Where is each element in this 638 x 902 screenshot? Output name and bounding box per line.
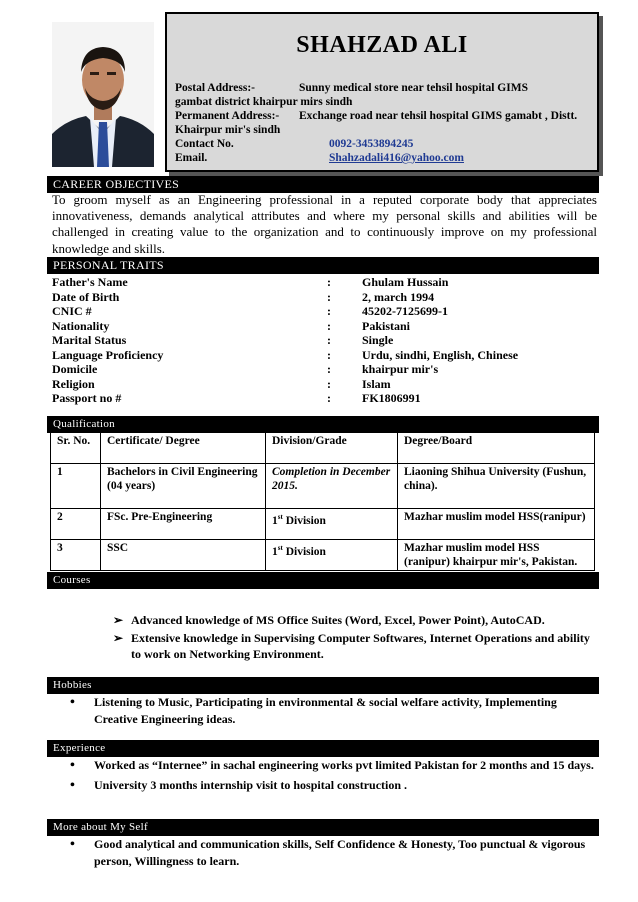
candidate-name: SHAHZAD ALI xyxy=(296,32,468,58)
trait-separator: : xyxy=(327,289,331,304)
sr-cell: 1 xyxy=(51,464,101,509)
trait-label: Nationality xyxy=(52,318,110,333)
trait-value: FK1806991 xyxy=(362,391,421,405)
table-row xyxy=(51,540,595,571)
trait-separator: : xyxy=(327,304,331,318)
experience-text: University 3 months internship visit to hospital construction . xyxy=(94,778,408,792)
trait-value: Ghulam Hussain xyxy=(362,275,449,289)
trait-row xyxy=(52,275,597,290)
qualification-heading: Qualification xyxy=(47,416,599,433)
postal-address-value: Sunny medical store near tehsil hospital GIMS xyxy=(299,82,528,94)
about-text: Good analytical and communication skills, Self Confidence & Honesty, Too punctual & vigorous person, Willingness to learn. xyxy=(94,837,586,868)
permanent-address-line-2: Khairpur mir's sindh xyxy=(175,124,281,136)
table-row xyxy=(51,509,595,540)
column-header: Division/Grade xyxy=(266,433,398,464)
trait-separator: : xyxy=(327,318,331,333)
arrow-bullet-icon: ➢ xyxy=(113,613,124,627)
division-suffix: st xyxy=(277,544,283,552)
trait-value: Pakistani xyxy=(362,318,411,333)
trait-value: Urdu, sindhi, English, Chinese xyxy=(362,347,519,362)
contact-number: 0092-3453894245 xyxy=(329,138,414,150)
list-item xyxy=(70,694,600,728)
division-suffix: st xyxy=(277,513,283,521)
division-text: Division xyxy=(282,545,326,558)
trait-value: Islam xyxy=(362,376,391,391)
sr-cell: 2 xyxy=(51,509,101,540)
certificate-cell: Bachelors in Civil Engineering (04 years) xyxy=(101,464,266,509)
trait-row xyxy=(52,391,597,406)
dot-bullet-icon: • xyxy=(70,778,75,793)
division-cell: Completion in December 2015. xyxy=(266,464,398,509)
trait-row xyxy=(52,304,597,319)
trait-row xyxy=(52,290,597,305)
trait-separator: : xyxy=(327,391,331,405)
division-cell xyxy=(266,540,398,571)
trait-row xyxy=(52,319,597,334)
certificate-cell: SSC xyxy=(101,540,266,571)
trait-value: 45202-7125699-1 xyxy=(362,304,448,318)
profile-photo xyxy=(52,22,154,167)
column-header: Sr. No. xyxy=(51,433,101,464)
dot-bullet-icon: • xyxy=(70,837,75,852)
contact-line xyxy=(175,138,414,150)
postal-address-line xyxy=(175,82,528,94)
trait-value: khairpur mir's xyxy=(362,362,439,376)
qualification-table xyxy=(50,432,595,571)
trait-label: Domicile xyxy=(52,362,98,376)
division-text: Division xyxy=(282,514,326,527)
trait-label: CNIC # xyxy=(52,304,92,318)
course-text: Advanced knowledge of MS Office Suites (Word, Excel, Power Point), AutoCAD. xyxy=(131,613,545,627)
hobbies-heading: Hobbies xyxy=(47,677,599,694)
trait-label: Father's Name xyxy=(52,275,128,289)
table-header-row xyxy=(51,433,595,464)
email-line xyxy=(175,152,464,164)
hobbies-list xyxy=(70,694,600,731)
trait-label: Passport no # xyxy=(52,391,122,405)
trait-label: Marital Status xyxy=(52,333,127,347)
trait-label: Date of Birth xyxy=(52,289,120,304)
division-number: 1 xyxy=(272,514,278,527)
postal-address-line-2: gambat district khairpur mirs sindh xyxy=(175,96,353,108)
arrow-bullet-icon: ➢ xyxy=(113,631,124,645)
email-label: Email. xyxy=(175,152,208,164)
trait-row xyxy=(52,377,597,392)
portrait-illustration xyxy=(52,22,154,167)
column-header: Degree/Board xyxy=(398,433,595,464)
career-objectives-heading: CAREER OBJECTIVES xyxy=(47,176,599,193)
trait-row xyxy=(52,333,597,348)
email-link[interactable]: Shahzadali416@yahoo.com xyxy=(329,152,464,164)
list-item xyxy=(70,757,600,774)
trait-value: Single xyxy=(362,333,394,347)
permanent-address-value: Exchange road near tehsil hospital GIMS gamabt , Distt. xyxy=(299,110,578,122)
board-cell: Liaoning Shihua University (Fushun, china). xyxy=(398,464,595,509)
experience-list xyxy=(70,757,600,797)
column-header: Certificate/ Degree xyxy=(101,433,266,464)
courses-list xyxy=(113,612,593,664)
permanent-address-label: Permanent Address:- xyxy=(175,110,280,122)
personal-traits-heading: PERSONAL TRAITS xyxy=(47,257,599,274)
division-number: 1 xyxy=(272,545,278,558)
trait-separator: : xyxy=(327,347,331,362)
about-heading: More about My Self xyxy=(47,819,599,836)
courses-heading: Courses xyxy=(47,572,599,589)
dot-bullet-icon: • xyxy=(70,758,75,773)
trait-row xyxy=(52,362,597,377)
trait-separator: : xyxy=(327,376,331,391)
trait-separator: : xyxy=(327,275,331,289)
course-text: Extensive knowledge in Supervising Computer Softwares, Internet Operations and ability to work on Networking Environment. xyxy=(131,631,590,661)
hobby-text: Listening to Music, Participating in environmental & social welfare activity, Implementing Creative Engineering ideas. xyxy=(94,695,557,726)
board-cell: Mazhar muslim model HSS(ranipur) xyxy=(398,509,595,540)
experience-heading: Experience xyxy=(47,740,599,757)
list-item xyxy=(70,836,600,870)
permanent-address-line xyxy=(175,110,578,122)
experience-text: Worked as “Internee” in sachal engineering works pvt limited Pakistan for 2 months and 15 days. xyxy=(94,758,594,772)
trait-separator: : xyxy=(327,333,331,347)
trait-value: 2, march 1994 xyxy=(362,289,435,304)
postal-address-label: Postal Address:- xyxy=(175,82,255,94)
trait-label: Language Proficiency xyxy=(52,347,164,362)
division-cell xyxy=(266,509,398,540)
trait-row xyxy=(52,348,597,363)
board-cell: Mazhar muslim model HSS (ranipur) khairpur mir's, Pakistan. xyxy=(398,540,595,571)
list-item xyxy=(113,612,593,628)
career-objective-text: To groom myself as an Engineering professional in a reputed corporate body that appreciates innovativeness, demands analytical attributes and where my personal skills and abilities will be challenged in creating value to the organization and to continuously improve on my professional knowledge and skills. xyxy=(52,192,597,256)
sr-cell: 3 xyxy=(51,540,101,571)
list-item xyxy=(70,777,600,794)
list-item xyxy=(113,630,593,662)
dot-bullet-icon: • xyxy=(70,695,75,710)
certificate-cell: FSc. Pre-Engineering xyxy=(101,509,266,540)
contact-header xyxy=(165,12,599,172)
table-row xyxy=(51,464,595,509)
about-list xyxy=(70,836,600,873)
contact-label: Contact No. xyxy=(175,138,234,150)
trait-separator: : xyxy=(327,362,331,376)
trait-label: Religion xyxy=(52,376,95,391)
